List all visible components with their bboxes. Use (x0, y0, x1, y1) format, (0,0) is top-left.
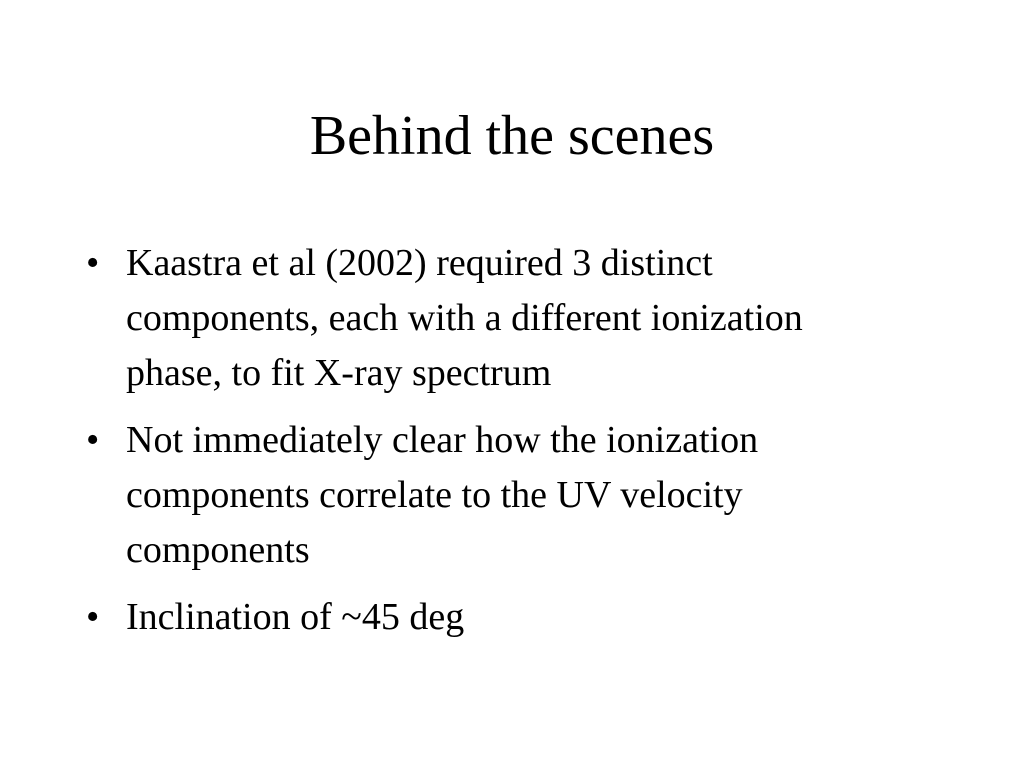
bullet-line: phase, to fit X-ray spectrum (126, 352, 552, 394)
bullet-item (0, 413, 1024, 578)
bullet-marker: • (86, 242, 100, 284)
bullet-line: components, each with a different ionization (126, 297, 803, 339)
bullet-line: Inclination of ~45 deg (126, 596, 465, 638)
bullet-list (0, 236, 1024, 657)
bullet-marker: • (86, 596, 100, 638)
bullet-line: components (126, 529, 310, 571)
bullet-line: Not immediately clear how the ionization (126, 419, 759, 461)
bullet-item (0, 590, 1024, 645)
bullet-marker: • (86, 419, 100, 461)
bullet-item (0, 236, 1024, 401)
bullet-line: Kaastra et al (2002) required 3 distinct (126, 242, 713, 284)
slide-title: Behind the scenes (309, 105, 715, 167)
bullet-line: components correlate to the UV velocity (126, 474, 743, 516)
